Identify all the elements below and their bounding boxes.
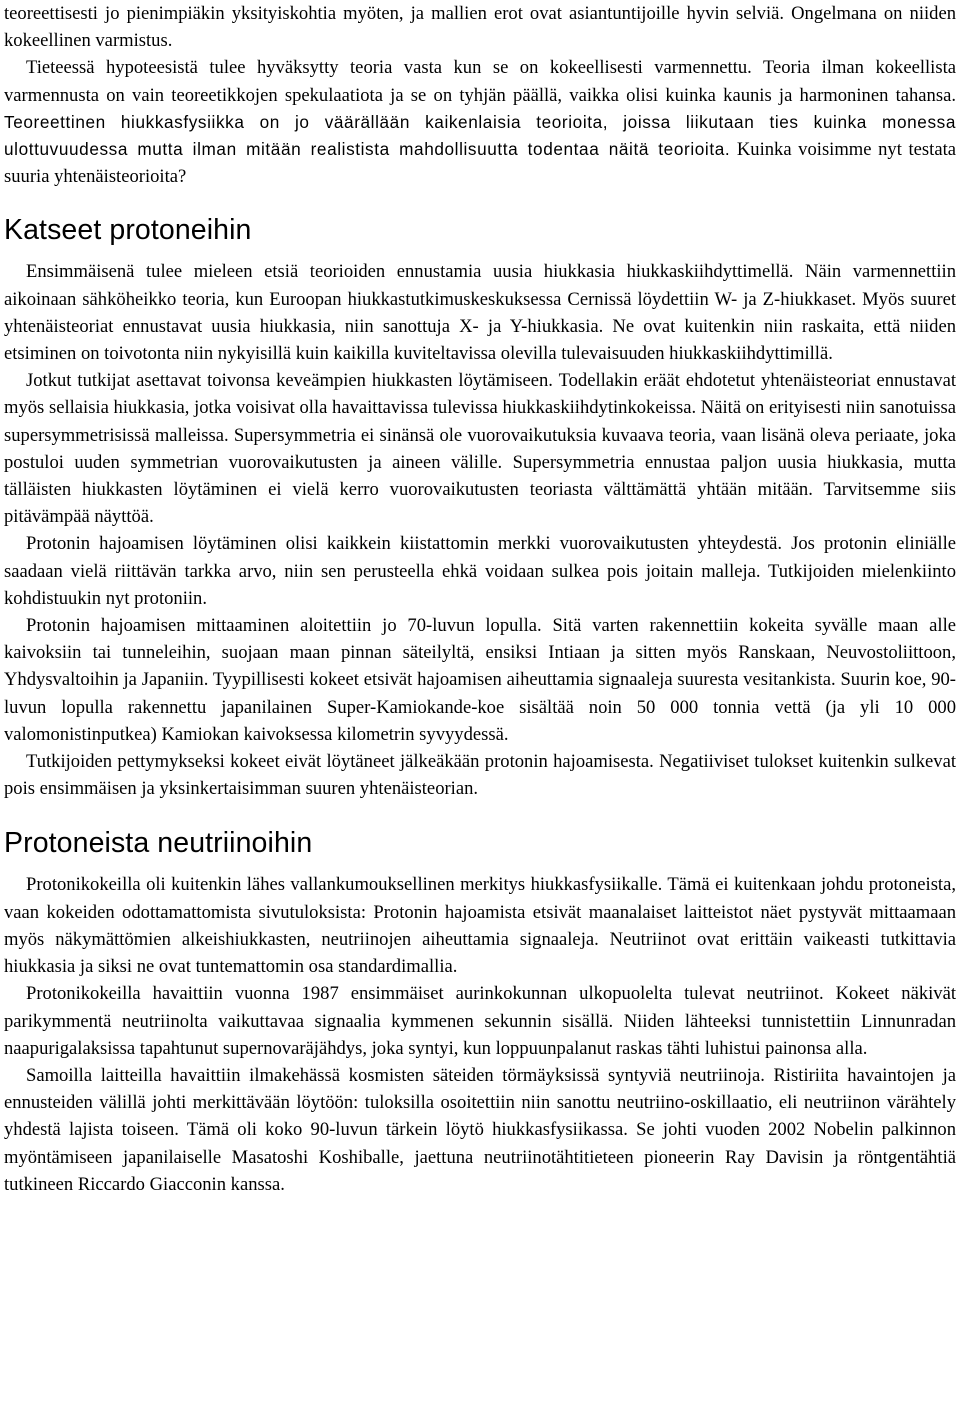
section2-paragraph-2: Protonikokeilla havaittiin vuonna 1987 ensimmäiset aurinkokunnan ulkopuolelta tulevat neutriinot. Kokeet näkivät parikymmentä neutriinolta vaikuttavaa signaalia kymmenen sekunnin sisällä. Niiden lähteeksi tunnistettiin Linnunradan naapurigalaksissa tapahtunut supernovaräjähdys, joka syntyi, kun loppuunpalanut raskas tähti luhistui painonsa alla. — [4, 983, 956, 1059]
intro-paragraph-1: teoreettisesti jo pienimpiäkin yksityiskohtia myöten, ja mallien erot ovat asiantuntijoille hyvin selviä. Ongelmana on niiden kokeellinen varmistus. — [4, 3, 956, 52]
section-heading-neutrinos: Protoneista neutriinoihin — [4, 827, 313, 860]
intro-paragraph-2-part-c: Kuinka voisimme nyt testata suuria yhtenäisteorioita? — [4, 139, 956, 188]
section1-paragraph-2: Jotkut tutkijat asettavat toivonsa keveämpien hiukkasten löytämiseen. Todellakin eräät ehdotetut yhtenäisteoriat ennustavat myös sellaisia hiukkasia, jotka voisivat olla havaittavissa tulevissa hiukkaskiihdytinkokeissa. Näitä on erityisesti niin sanotuissa supersymmetrisissä malleissa. Supersymmetria ei sinänsä ole vuorovaikutuksia kuvaava teoria, vaan lisänä oleva periaate, joka postuloi uuden symmetrian vuorovaikutusten ja aineen välille. Supersymmetria ennustaa paljon uusia hiukkasia, mutta tälläisten hiukkasten löytäminen ei vielä kerro vuorovaikutusten teoriasta välttämättä yhtään mitään. Tarvitsemme siis pitävämpää näyttöä. — [4, 370, 956, 528]
section2-paragraph-1: Protonikokeilla oli kuitenkin lähes vallankumouksellinen merkitys hiukkasfysiikalle. Tämä ei kuitenkaan johdu protoneista, vaan kokeiden odottamattomista sivutuloksista: Protonin hajoamista etsivät maanalaiset laitteistot näet pystyvät mittaamaan myös näkymättömien alkeishiukkasten, neutriinojen aiheuttamia signaaleja. Neutriinot ovat erittäin vaikeasti tutkittavia hiukkasia ja siksi ne ovat tuntemattomin osa standardimallia. — [4, 874, 956, 978]
document-page — [4, 0, 956, 1198]
section-heading-protons: Katseet protoneihin — [4, 214, 252, 247]
section1-paragraph-3: Protonin hajoamisen löytäminen olisi kaikkein kiistattomin merkki vuorovaikutusten yhteydestä. Jos protonin eliniälle saadaan vielä riittävän tarkka arvo, niin sen perusteella ehkä voidaan sulkea pois joitain malleja. Tutkijoiden mielenkiinto kohdistuukin nyt protoniin. — [4, 533, 956, 609]
section1-paragraph-1: Ensimmäisenä tulee mieleen etsiä teorioiden ennustamia uusia hiukkasia hiukkaskiihdyttimellä. Näin varmennettiin aikoinaan sähköheikko teoria, kun Euroopan hiukkastutkimuskeskuksessa Cernissä löydettiin W- ja Z-hiukkaset. Myös suuret yhtenäisteoriat ennustavat uusia hiukkasia, niin sanottuja X- ja Y-hiukkasia. Ne ovat kuitenkin niin raskaita, että niiden etsiminen on toivotonta niin nykyisillä kuin kaikilla kuviteltavissa olevilla tulevaisuuden hiukkaskiihdyttimillä. — [4, 261, 956, 365]
section2-paragraph-3: Samoilla laitteilla havaittiin ilmakehässä kosmisten säteiden törmäyksissä syntyviä neutriinoja. Ristiriita havaintojen ja ennusteiden välillä johti merkittävään löytöön: tuloksilla osoitettiin niin sanottu neutriino-oskillaatio, eli neutriinon värähtely yhdestä lajista toiseen. Tämä oli koko 90-luvun tärkein löytö hiukkasfysiikassa. Se johti vuoden 2002 Nobelin palkinnon myöntämiseen japanilaiselle Masatoshi Koshiballe, jaettuna neutriinotähtitieteen pioneerin Ray Davisin ja röntgentähtiä tutkineen Riccardo Giacconin kanssa. — [4, 1064, 956, 1195]
intro-paragraph-2-part-a: Tieteessä hypoteesistä tulee hyväksytty teoria vasta kun se on kokeellisesti varmennettu. Teoria ilman kokeellista varmennusta on vain teoreetikkojen spekulaatiota ja se on tyhjän päällä, vaikka olisi kuinka kaunis ja harmoninen tahansa. — [4, 57, 956, 106]
section1-paragraph-5: Tutkijoiden pettymykseksi kokeet eivät löytäneet jälkeäkään protonin hajoamisesta. Negatiiviset tulokset kuitenkin sulkevat pois ensimmäisen ja yksinkertaisimman suuren yhtenäisteorian. — [4, 751, 956, 800]
section1-paragraph-4: Protonin hajoamisen mittaaminen aloitettiin jo 70-luvun lopulla. Sitä varten rakennettiin kokeita syvälle maan alle kaivoksiin tai tunneleihin, suojaan maan pinnan säteilyltä, ensiksi Intiaan ja sitten myös Ranskaan, Neuvostoliittoon, Yhdysvaltoihin ja Japaniin. Tyypillisesti kokeet etsivät hajoamisen aiheuttamia signaaleja suuresta vesitankista. Suurin koe, 90-luvun lopulla rakennettu japanilainen Super-Kamiokande-koe sisältää noin 50 000 tonnia vettä (ja yli 10 000 valomonistinputkea) Kamiokan kaivoksessa kilometrin syvyydessä. — [4, 615, 956, 745]
intro-paragraph-2-part-b: Teoreettinen hiukkasfysiikka on jo väärällään kaikenlaisia teorioita, joissa liikutaan ties kuinka monessa ulottuvuudessa mutta ilman mitään realistista mahdollisuutta todentaa näitä teorioita. — [4, 111, 956, 160]
intro-paragraph-2 — [4, 54, 956, 190]
